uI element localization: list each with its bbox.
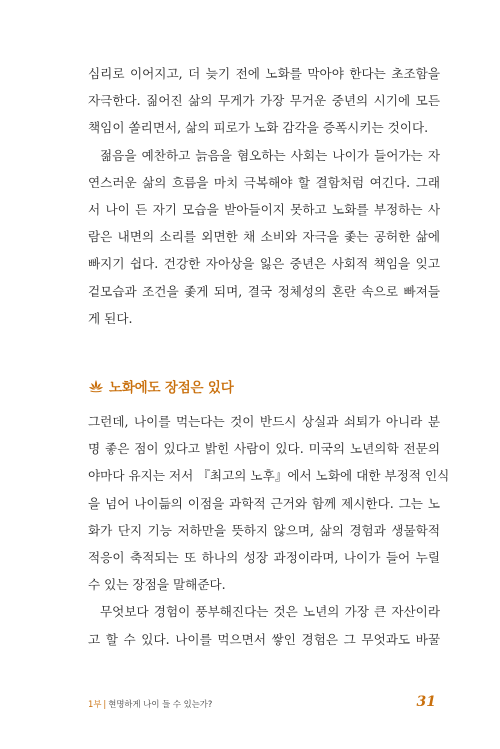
footer-separator: |: [103, 699, 107, 709]
text-line: 야마다 유지는 저서 『최고의 노후』에서 노화에 대한 부정적 인식: [88, 468, 450, 484]
paragraph-2: [88, 142, 440, 332]
text-line: 그런데, 나이를 먹는다는 것이 반드시 상실과 쇠퇴가 아니라 분: [88, 414, 440, 429]
section-heading-text: 노화에도 장점은 있다: [109, 380, 234, 396]
text-line: 명 좋은 점이 있다고 밝힌 사람이 있다. 미국의 노년의학 전문의: [88, 441, 440, 457]
text-line: 젊음을 예찬하고 늙음을 혐오하는 사회는 나이가 들어가는 자: [100, 147, 440, 163]
text-line: 심리로 이어지고, 더 늦기 전에 노화를 막아야 한다는 초조함을: [88, 66, 440, 81]
running-footer: [88, 698, 212, 710]
text-line: 람은 내면의 소리를 외면한 채 소비와 자극을 좇는 공허한 삶에: [88, 229, 440, 245]
page-footer: [88, 694, 440, 713]
page-number: 31: [416, 694, 436, 710]
paragraph-continued: [88, 60, 440, 142]
text-line: 책임이 쏠리면서, 삶의 피로가 노화 감각을 증폭시키는 것이다.: [88, 120, 429, 136]
text-line: 수 있는 장점을 말해준다.: [88, 577, 226, 593]
text-line: 빠지기 쉽다. 건강한 자아상을 잃은 중년은 사회적 책임을 잊고: [88, 256, 440, 272]
text-line: 고 할 수 있다. 나이를 먹으면서 쌓인 경험은 그 무엇과도 바꿀: [88, 631, 440, 647]
text-line: 서 나이 든 자기 모습을 받아들이지 못하고 노화를 부정하는 사: [88, 201, 440, 217]
footer-part-label: 1부: [88, 699, 102, 709]
text-line: 자극한다. 짊어진 삶의 무게가 가장 무거운 중년의 시기에 모든: [88, 93, 440, 109]
footer-chapter-title: 현명하게 나이 들 수 있는가?: [108, 699, 213, 709]
text-line: 연스러운 삶의 흐름을 마치 극복해야 할 결함처럼 여긴다. 그래: [88, 174, 440, 190]
text-line: 을 넘어 나이듦의 이점을 과학적 근거와 함께 제시한다. 그는 노: [88, 495, 440, 511]
text-line: 겉모습과 조건을 좇게 되며, 결국 정체성의 혼란 속으로 빠져들: [88, 283, 440, 299]
paragraph-4: [88, 598, 440, 652]
text-line: 무엇보다 경험이 풍부해진다는 것은 노년의 가장 큰 자산이라: [100, 604, 440, 620]
paragraph-3: [88, 408, 450, 598]
text-line: 적응이 축적되는 또 하나의 성장 과정이라며, 나이가 들어 누릴: [88, 549, 440, 565]
text-line: 화가 단지 기능 저하만을 뜻하지 않으며, 삶의 경험과 생물학적: [88, 522, 440, 538]
section-heading: [88, 373, 234, 399]
lotus-icon: [88, 379, 104, 393]
text-line: 게 된다.: [88, 310, 133, 326]
